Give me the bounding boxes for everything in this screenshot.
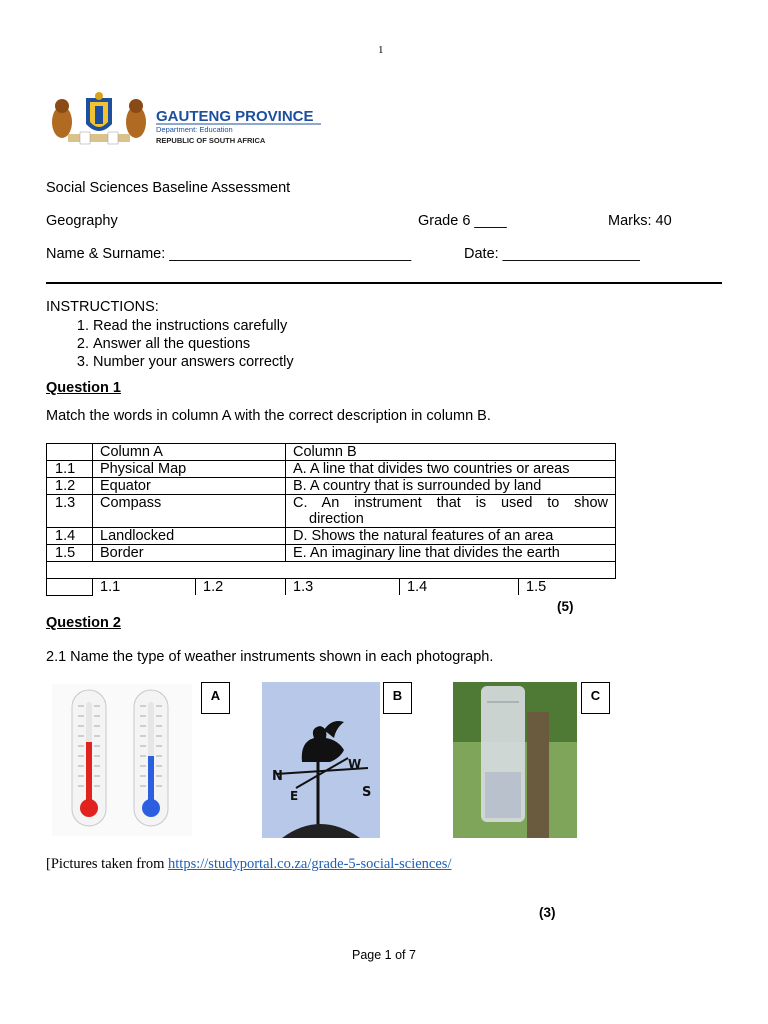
table-row (47, 495, 616, 528)
row-number: 1.5 (47, 545, 93, 562)
gauteng-logo (46, 92, 328, 148)
row-number: 1.4 (47, 528, 93, 545)
rain-gauge-photo (453, 682, 577, 838)
table-row (47, 478, 616, 495)
table-header-row (47, 444, 616, 461)
question1-marks: (5) (557, 599, 574, 614)
question2-marks: (3) (539, 905, 556, 920)
column-a-cell: Equator (93, 478, 286, 495)
table-row (47, 545, 616, 562)
svg-text:E: E (290, 789, 299, 803)
thermometers-photo (52, 684, 192, 836)
row-number: 1.1 (47, 461, 93, 478)
name-surname-field[interactable]: Name & Surname: ______________________________ (46, 246, 412, 262)
grade-field[interactable]: Grade 6 ____ (418, 213, 507, 229)
column-b-line: C. An instrument that is used to show (293, 495, 608, 511)
label-c-box: C (581, 682, 610, 714)
row-number: 1.3 (47, 495, 93, 528)
column-a-cell: Border (93, 545, 286, 562)
logo-department: Department: Education (156, 125, 233, 134)
column-b-cell: D. Shows the natural features of an area (286, 528, 616, 545)
table-row (47, 461, 616, 478)
source-prefix: [Pictures taken from (46, 856, 169, 872)
answer-cell[interactable]: 1.4 (400, 579, 519, 595)
column-a-cell: Physical Map (93, 461, 286, 478)
svg-text:W: W (348, 757, 362, 771)
question2-prompt: 2.1 Name the type of weather instruments shown in each photograph. (46, 649, 494, 665)
instruction-item: 3. Number your answers correctly (93, 353, 294, 371)
label-a-box: A (201, 682, 230, 714)
rain-gauge-icon (453, 682, 577, 838)
weather-vane-icon (262, 682, 380, 838)
table-spacer-row (47, 562, 616, 579)
header-divider (46, 282, 722, 284)
column-a-header: Column A (93, 444, 286, 461)
assessment-title: Social Sciences Baseline Assessment (46, 180, 291, 196)
answer-cell[interactable]: 1.5 (519, 579, 616, 595)
label-b-box: B (383, 682, 412, 714)
instructions-heading: INSTRUCTIONS: (46, 299, 159, 315)
logo-title: GAUTENG PROVINCE (156, 108, 314, 125)
marks-label: Marks: 40 (608, 213, 672, 229)
column-a-cell: Compass (93, 495, 286, 528)
page-number-top: 1 (378, 44, 384, 56)
column-b-header: Column B (286, 444, 616, 461)
svg-text:N: N (272, 769, 283, 784)
column-b-line: direction (309, 511, 364, 527)
matching-table (46, 443, 616, 596)
weather-vane-photo (262, 682, 380, 838)
answer-cell[interactable]: 1.1 (93, 579, 196, 595)
column-a-cell: Landlocked (93, 528, 286, 545)
instruction-item: 1. Read the instructions carefully (93, 317, 294, 335)
column-b-cell: E. An imaginary line that divides the earth (286, 545, 616, 562)
instructions-list (46, 317, 294, 371)
column-b-cell: B. A country that is surrounded by land (286, 478, 616, 495)
thermometer-icon (52, 684, 192, 836)
instruction-item: 2. Answer all the questions (93, 335, 294, 353)
question1-prompt: Match the words in column A with the correct description in column B. (46, 408, 491, 424)
date-field[interactable]: Date: _________________ (464, 246, 640, 262)
svg-text:S: S (362, 785, 372, 800)
row-number: 1.2 (47, 478, 93, 495)
answer-cell[interactable]: 1.2 (196, 579, 286, 595)
logo-country: REPUBLIC OF SOUTH AFRICA (156, 136, 266, 145)
question2-heading: Question 2 (46, 615, 121, 631)
table-row (47, 528, 616, 545)
answer-cell[interactable]: 1.3 (286, 579, 400, 595)
question1-heading: Question 1 (46, 380, 121, 396)
page-footer: Page 1 of 7 (352, 948, 416, 962)
column-b-cell: A. A line that divides two countries or areas (286, 461, 616, 478)
column-b-cell (286, 495, 616, 528)
source-link[interactable]: https://studyportal.co.za/grade-5-social-sciences/ (168, 856, 452, 872)
answer-row (47, 579, 616, 596)
picture-source (46, 856, 451, 873)
subject-label: Geography (46, 213, 118, 229)
